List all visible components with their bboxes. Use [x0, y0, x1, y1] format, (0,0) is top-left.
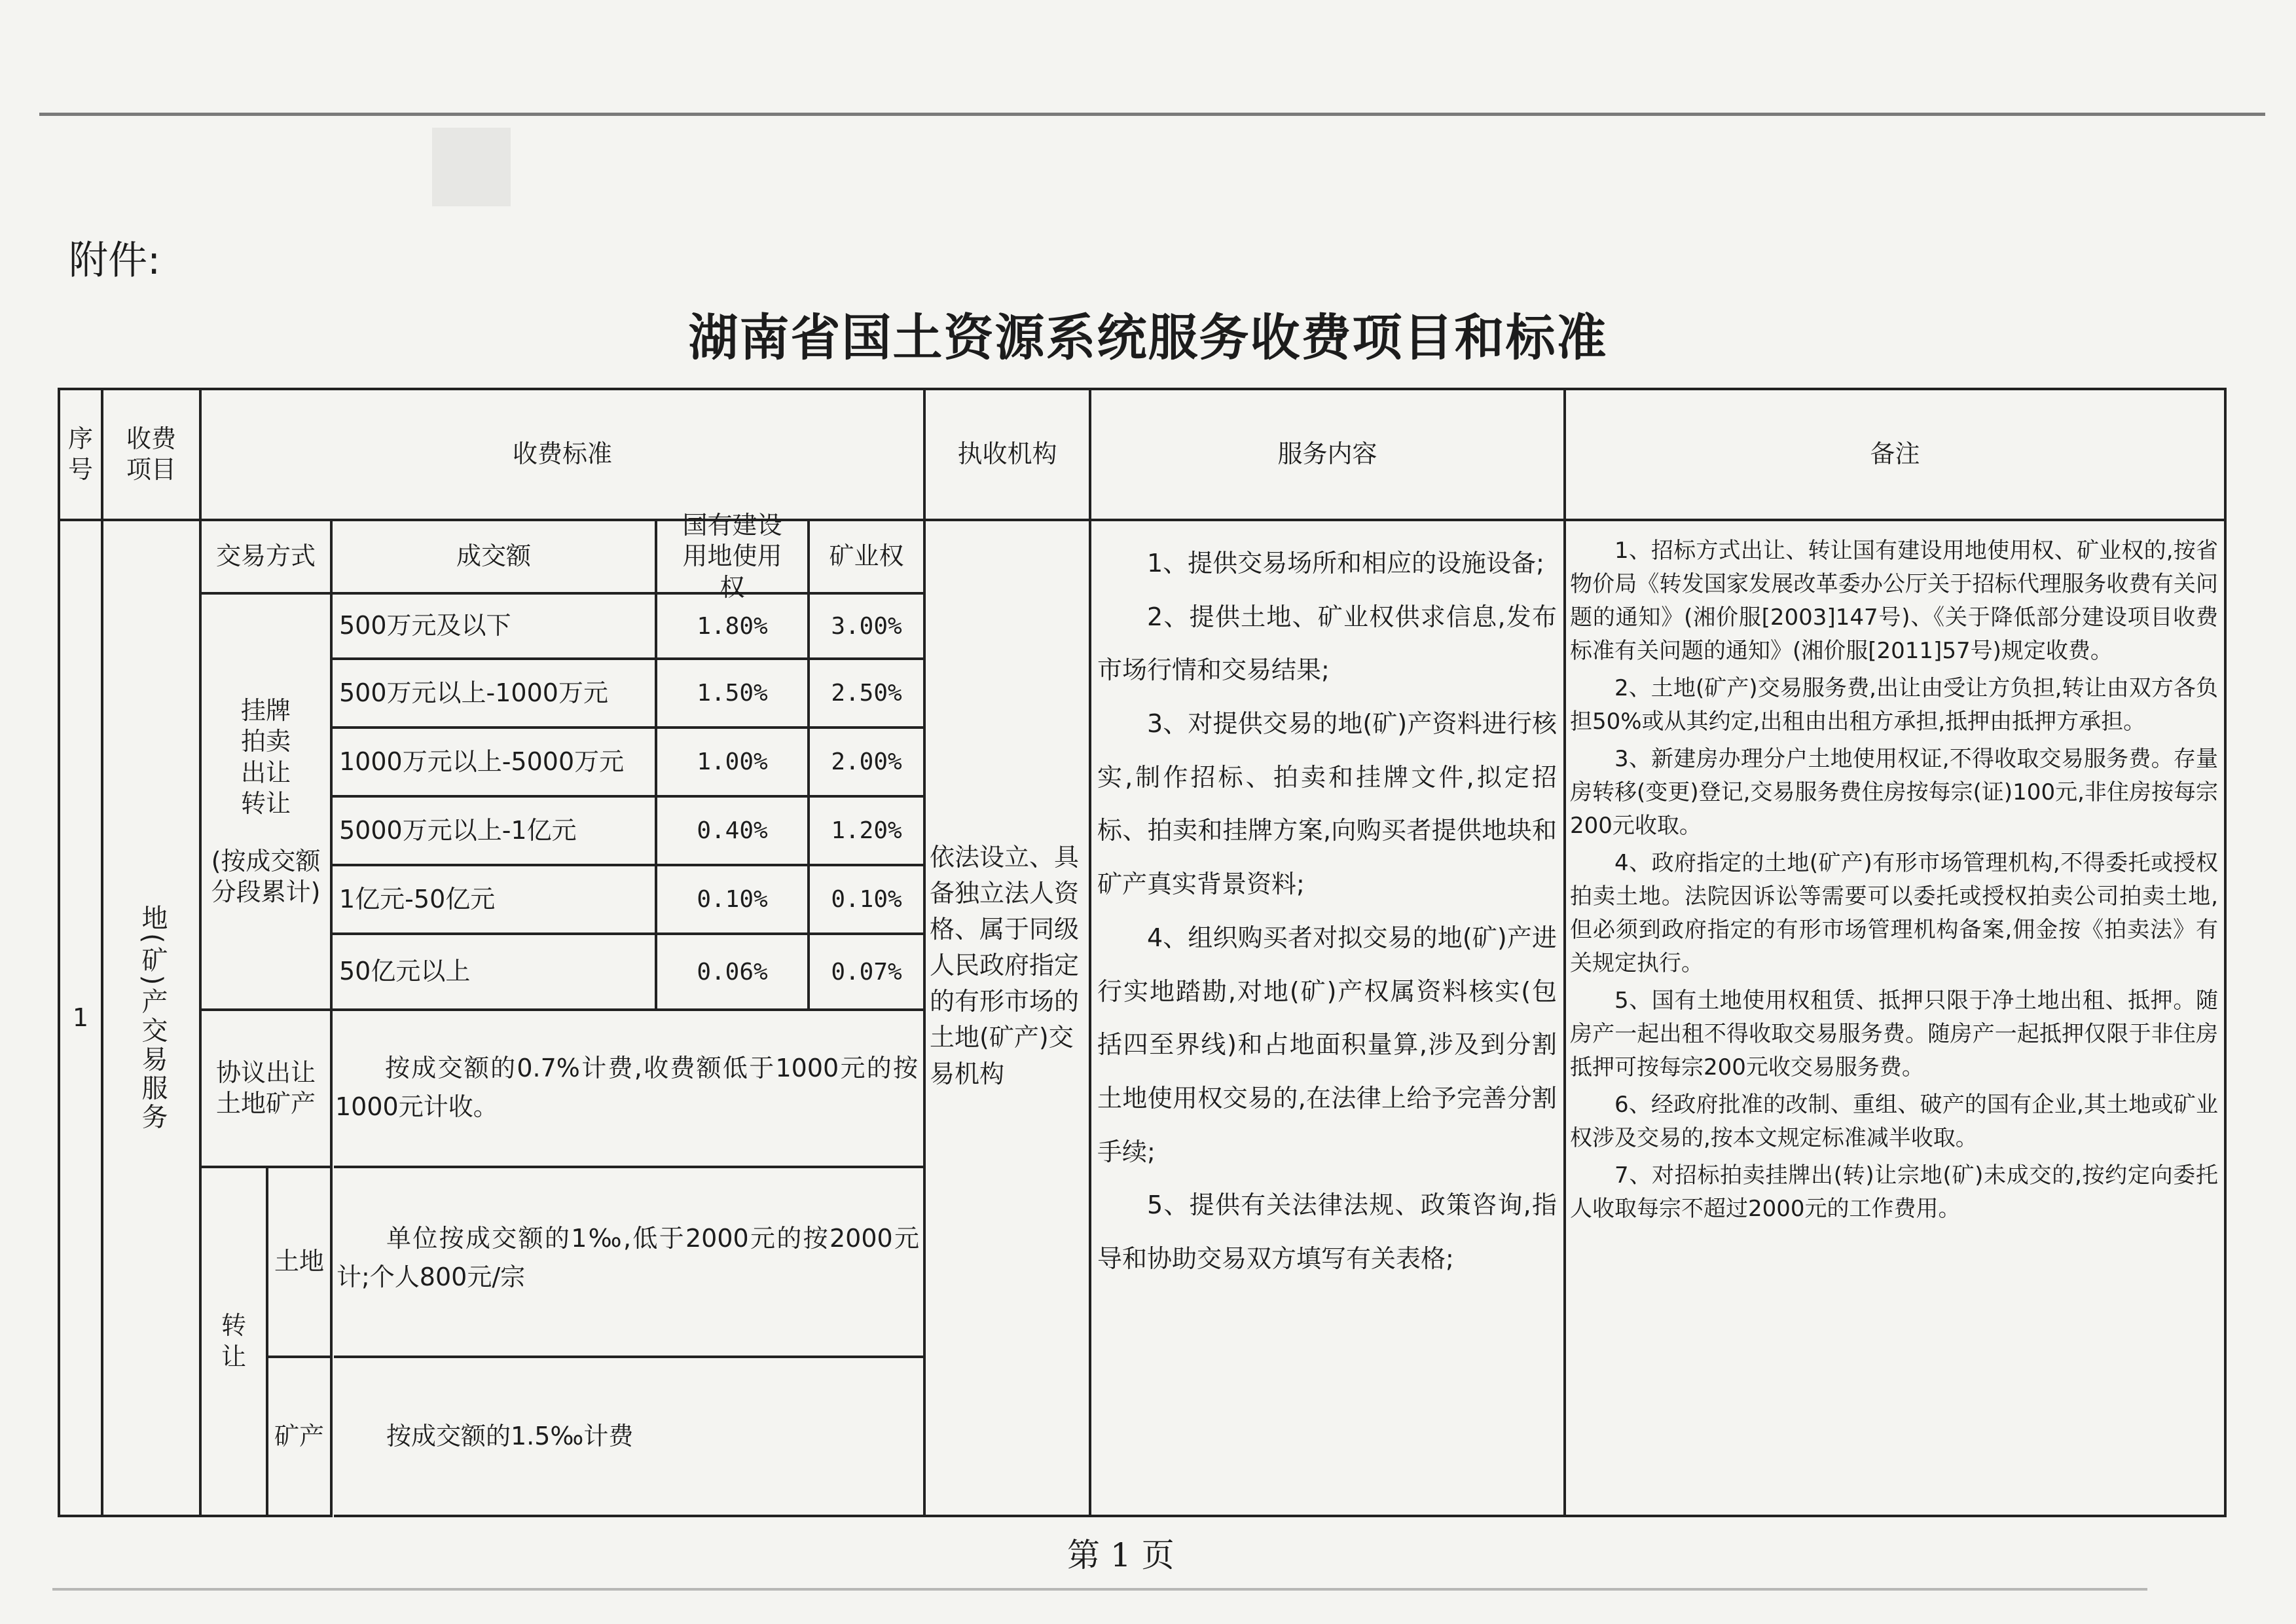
row-item: 地(矿)产交易服务 [137, 904, 168, 1132]
header-agency: 执收机构 [957, 439, 1057, 469]
header-item: 收费项目 [126, 424, 176, 484]
transfer-land-text: 单位按成交额的1‰,低于2000元的按2000元计;个人800元/宗 [337, 1224, 919, 1291]
agreement-text: 按成交额的0.7%计费,收费额低于1000元的按1000元计收。 [335, 1054, 918, 1121]
tier-amount: 50亿元以上 [339, 957, 471, 986]
tier-land-rate: 0.06% [697, 958, 768, 986]
remark-item: 2、土地(矿产)交易服务费,出让由受让方负担,转让由双方各负担50%或从其约定,出租由出租方承担,抵押由抵押方承担。 [1570, 675, 2218, 735]
transfer-mine-label: 矿产 [274, 1421, 324, 1450]
service-item: 3、对提供交易的地(矿)产资料进行核实,制作招标、拍卖和挂牌文件,拟定招标、拍卖和挂牌方案,向购买者提供地块和矿产真实背景资料; [1097, 709, 1557, 899]
tier-amount: 1亿元-50亿元 [339, 884, 496, 913]
auction-method [202, 595, 330, 1008]
row-seq: 1 [72, 1003, 89, 1032]
tier-land-rate: 0.40% [697, 817, 768, 844]
tier-mine-rate: 0.10% [831, 886, 902, 913]
col-divider [101, 388, 103, 1517]
service-item: 2、提供土地、矿业权供求信息,发布市场行情和交易结果; [1097, 602, 1557, 685]
remarks-content [1570, 534, 2218, 1230]
tier-mine-rate: 1.20% [831, 817, 902, 844]
remark-item: 3、新建房办理分户土地使用权证,不得收取交易服务费。存量房转移(变更)登记,交易服务费住房按每宗(证)100元,非住房按每宗200元收取。 [1570, 746, 2218, 839]
top-rule [39, 113, 2265, 116]
tier-amount: 500万元及以下 [339, 611, 511, 640]
remark-item: 4、政府指定的土地(矿产)有形市场管理机构,不得委托或授权拍卖土地。法院因诉讼等需要可以委托或授权拍卖公司拍卖土地,但必须到政府指定的有形市场管理机构备案,佣金按《拍卖法》有关规定执行。 [1570, 850, 2218, 976]
subheader-amount: 成交额 [456, 542, 531, 571]
tier-land-rate: 1.00% [697, 748, 768, 775]
tier-amount: 5000万元以上-1亿元 [339, 815, 577, 845]
transfer-sub-divider [330, 1166, 333, 1517]
col-divider [1089, 388, 1091, 1517]
transfer-land-label: 土地 [274, 1247, 324, 1276]
header-seq: 序号 [67, 424, 93, 484]
auction-method-line: 出让 [240, 758, 291, 787]
subheader-land: 国有建设用地使用权 [682, 510, 782, 602]
remark-item: 7、对招标拍卖挂牌出(转)让宗地(矿)未成交的,按约定向委托人收取每宗不超过2000元的工作费用。 [1570, 1162, 2218, 1222]
service-item: 5、提供有关法律法规、政策咨询,指导和协助交易双方填写有关表格; [1097, 1190, 1557, 1273]
auction-method-line: 拍卖 [240, 727, 291, 756]
service-item: 1、提供交易场所和相应的设施设备; [1147, 549, 1544, 578]
service-content [1097, 498, 1557, 1286]
auction-method-line: 挂牌 [240, 695, 291, 725]
header-service: 服务内容 [1277, 439, 1377, 469]
tier-land-rate: 1.50% [697, 680, 768, 707]
page-number: 第 1 页 [1067, 1536, 1175, 1574]
tier-amount: 1000万元以上-5000万元 [339, 747, 625, 776]
tier-land-rate: 1.80% [697, 612, 768, 640]
table-border-right [2224, 388, 2227, 1517]
tier-amount: 500万元以上-1000万元 [339, 678, 608, 707]
auction-method-line: 转让 [240, 789, 291, 818]
subheader-mine: 矿业权 [829, 542, 904, 571]
agency-text: 依法设立、具备独立法人资格、属于同级人民政府指定的有形市场的土地(矿产)交易机构 [930, 843, 1080, 1088]
col-divider [1563, 388, 1566, 1517]
remark-item: 1、招标方式出让、转让国有建设用地使用权、矿业权的,按省物价局《转发国家发展改革委办公厅关于招标代理服务收费有关问题的通知》(湘价服[2003]147号)、《关于降低部分建设项目收费标准有关问题的通知》(湘价服[2011]57号)规定收费。 [1570, 538, 2218, 664]
header-remarks: 备注 [1870, 439, 1920, 469]
agreement-method: 协议出让土地矿产 [215, 1058, 316, 1118]
remark-item: 5、国有土地使用权租赁、抵押只限于净土地出租、抵押。随房产一起出租不得收取交易服务费。随房产一起抵押仅限于非住房抵押可按每宗200元收交易服务费。 [1570, 987, 2218, 1080]
tier-mine-rate: 0.07% [831, 958, 902, 986]
transfer-mine-text: 按成交额的1.5‰计费 [386, 1422, 634, 1450]
bottom-rule [52, 1588, 2147, 1591]
tier-land-rate: 0.10% [697, 886, 768, 913]
tier-mine-rate: 2.50% [831, 680, 902, 707]
tier-mine-rate: 3.00% [831, 612, 902, 640]
table-border-bottom [58, 1515, 2227, 1517]
subheader-method: 交易方式 [215, 542, 316, 571]
col-divider [923, 388, 926, 1517]
scan-smudge [432, 128, 511, 206]
transfer-label: 转让 [221, 1311, 246, 1371]
page-title: 湖南省国土资源系统服务收费项目和标准 [688, 308, 1608, 367]
remark-item: 6、经政府批准的改制、重组、破产的国有企业,其土地或矿业权涉及交易的,按本文规定标准减半收取。 [1570, 1092, 2218, 1151]
auction-method-note: (按成交额分段累计) [211, 846, 321, 906]
service-item: 4、组织购买者对拟交易的地(矿)产进行实地踏勘,对地(矿)产权属资料核实(包括四至界线)和占地面积量算,涉及到分割土地使用权交易的,在法律上给予完善分割手续; [1097, 923, 1557, 1166]
header-standard: 收费标准 [512, 439, 612, 469]
tier-mine-rate: 2.00% [831, 748, 902, 775]
transfer-divider [266, 1356, 924, 1358]
attachment-label: 附件: [69, 238, 161, 284]
fee-table [58, 388, 2227, 1517]
